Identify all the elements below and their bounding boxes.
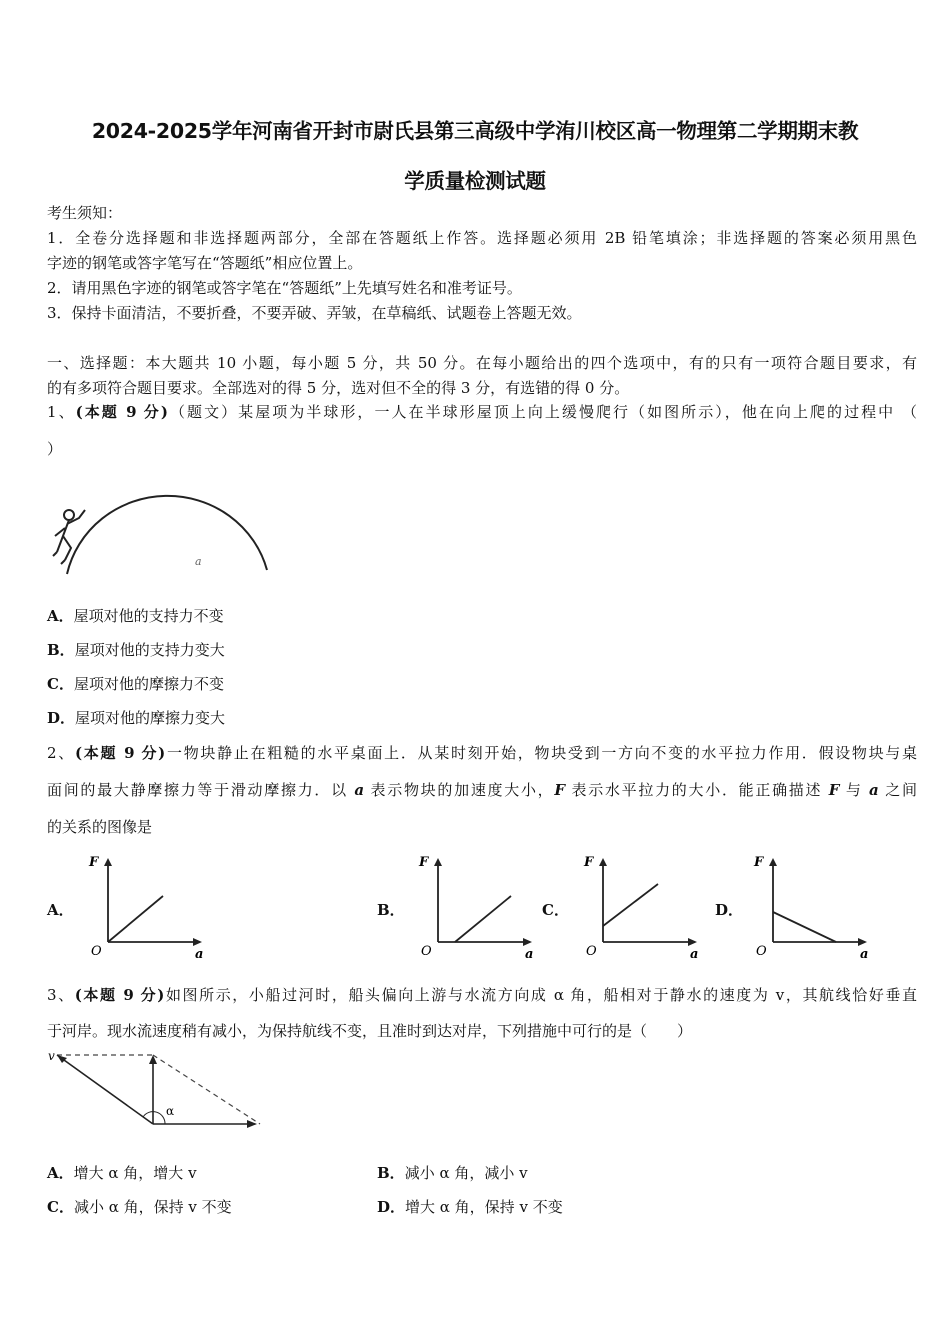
q2-graph-d	[750, 850, 880, 965]
q2-stem-line2	[47, 780, 917, 800]
q2-number: 2、	[47, 744, 75, 762]
q1-number: 1、	[47, 403, 76, 421]
q1-option-a-letter: A．	[47, 607, 74, 625]
q3-number: 3、	[47, 986, 75, 1004]
exam-title-line2: 学质量检测试题	[404, 169, 546, 193]
graph-b-axis-a: a	[525, 947, 534, 962]
q2-text-line1: 一物块静止在粗糙的水平桌面上．从某时刻开始，物块受到一方向不变的水平拉力作用．假设物块与桌	[165, 744, 918, 762]
q3-option-d-letter: D．	[377, 1198, 406, 1216]
exam-title-line1: 2024-2025学年河南省开封市尉氏县第三高级中学洧川校区高一物理第二学期期末教	[91, 119, 859, 143]
q3-option-b-letter: B．	[377, 1164, 405, 1182]
q2-graph-b	[415, 850, 545, 965]
graph-d-axis-F: F	[754, 855, 764, 870]
q2-var-a-2: a	[869, 781, 879, 799]
q3-option-a	[47, 1163, 197, 1183]
notice-item1-line2: 字迹的钢笔或答字笔写在“答题纸”相应位置上。	[47, 254, 363, 272]
q3-option-b-text: 减小 α 角，减小 v	[404, 1164, 528, 1182]
notice-heading: 考生须知：	[47, 204, 123, 222]
q2-var-F-2: F	[828, 781, 840, 799]
section1-line1: 一、选择题：本大题共 10 小题，每小题 5 分，共 50 分。在每小题给出的四个选项中，有的只有一项符合题目要求，有	[47, 354, 917, 372]
q3-option-c	[47, 1197, 232, 1217]
q2-text-2a: 面间的最大静摩擦力等于滑动摩擦力．以	[47, 781, 355, 799]
q1-option-c	[47, 674, 224, 694]
graph-a-origin: O	[91, 944, 102, 959]
q3-option-a-letter: A．	[47, 1164, 74, 1182]
q1-option-a	[47, 606, 224, 626]
q2-option-a-letter: A．	[47, 901, 74, 919]
dome-label: a	[195, 555, 202, 568]
graph-c-axis-F: F	[584, 855, 594, 870]
q1-option-d-letter: D．	[47, 709, 76, 727]
q2-text-2e: 之间	[878, 781, 917, 799]
q1-option-d	[47, 708, 225, 728]
graph-a-axis-a: a	[195, 947, 204, 962]
climber-icon	[53, 510, 85, 564]
q1-option-c-text: 屋项对他的摩擦力不变	[73, 675, 224, 693]
notice-item1-line1: 1．全卷分选择题和非选择题两部分，全部在答题纸上作答。选择题必须用 2B 铅笔填涂；非选择题的答案必须用黑色	[47, 229, 917, 247]
boat-fig-alpha: α	[166, 1104, 175, 1118]
q3-option-c-text: 减小 α 角，保持 v 不变	[73, 1198, 232, 1216]
q2-option-d-letter: D．	[715, 901, 744, 919]
q1-option-d-text: 屋项对他的摩擦力变大	[75, 709, 226, 727]
graph-c-axis-a: a	[690, 947, 699, 962]
q2-option-c-letter: C．	[542, 901, 569, 919]
q2-text-2b: 表示物块的加速度大小，	[364, 781, 555, 799]
q2-var-a: a	[354, 781, 365, 799]
q2-graph-a	[85, 850, 215, 965]
q2-option-b-letter: B．	[377, 901, 405, 919]
q1-option-b-letter: B．	[47, 641, 75, 659]
q3-option-a-text: 增大 α 角，增大 v	[73, 1164, 197, 1182]
q1-option-c-letter: C．	[47, 675, 74, 693]
q3-option-c-letter: C．	[47, 1198, 74, 1216]
q2-stem-line1	[47, 743, 917, 763]
q3-boat-figure	[45, 1048, 270, 1133]
q3-option-d	[377, 1197, 563, 1217]
q1-option-b-text: 屋项对他的支持力变大	[74, 641, 225, 659]
q2-text-2c: 表示水平拉力的大小．能正确描述	[565, 781, 829, 799]
q2-stem-line3: 的关系的图像是	[47, 818, 153, 836]
q3-text-line1: 如图所示，小船过河时，船头偏向上游与水流方向成 α 角，船相对于静水的速度为 v，其航线恰好垂直	[164, 986, 918, 1004]
q3-option-b	[377, 1163, 528, 1183]
q3-score: (本题 9 分)	[74, 986, 165, 1004]
q1-option-a-text: 屋项对他的支持力不变	[73, 607, 224, 625]
q3-stem-line2: 于河岸。现水流速度稍有减小，为保持航线不变，且准时到达对岸，下列措施中可行的是（ ）	[47, 1022, 693, 1040]
q1-score: (本题 9 分)	[75, 403, 168, 421]
graph-d-origin: O	[756, 944, 767, 959]
graph-a-axis-F: F	[89, 855, 99, 870]
dome-arc	[67, 496, 267, 574]
notice-item2: 2．请用黑色字迹的钢笔或答字笔在“答题纸”上先填写姓名和准考证号。	[47, 279, 522, 297]
q3-stem-line1	[47, 985, 917, 1005]
q3-option-d-text: 增大 α 角，保持 v 不变	[405, 1198, 563, 1216]
q1-option-b	[47, 640, 225, 660]
q2-score: (本题 9 分)	[74, 744, 166, 762]
q1-stem-line2: ）	[47, 440, 63, 458]
boat-fig-v: v	[48, 1049, 55, 1063]
graph-b-origin: O	[421, 944, 432, 959]
q1-dome-figure	[45, 470, 275, 580]
graph-b-axis-F: F	[419, 855, 429, 870]
q2-text-2d: 与	[839, 781, 870, 799]
section1-line2: 的有多项符合题目要求。全部选对的得 5 分，选对但不全的得 3 分，有选错的得 0 分。	[47, 379, 630, 397]
q2-var-F: F	[554, 781, 566, 799]
graph-d-axis-a: a	[860, 947, 869, 962]
graph-c-origin: O	[586, 944, 597, 959]
notice-item3: 3．保持卡面清洁，不要折叠，不要弄破、弄皱，在草稿纸、试题卷上答题无效。	[47, 304, 582, 322]
q2-graph-c	[580, 850, 710, 965]
q1-stem-line1	[47, 402, 917, 422]
q1-text: （题文）某屋项为半球形，一人在半球形屋顶上向上缓慢爬行（如图所示），他在向上爬的过程中 （	[167, 403, 918, 421]
